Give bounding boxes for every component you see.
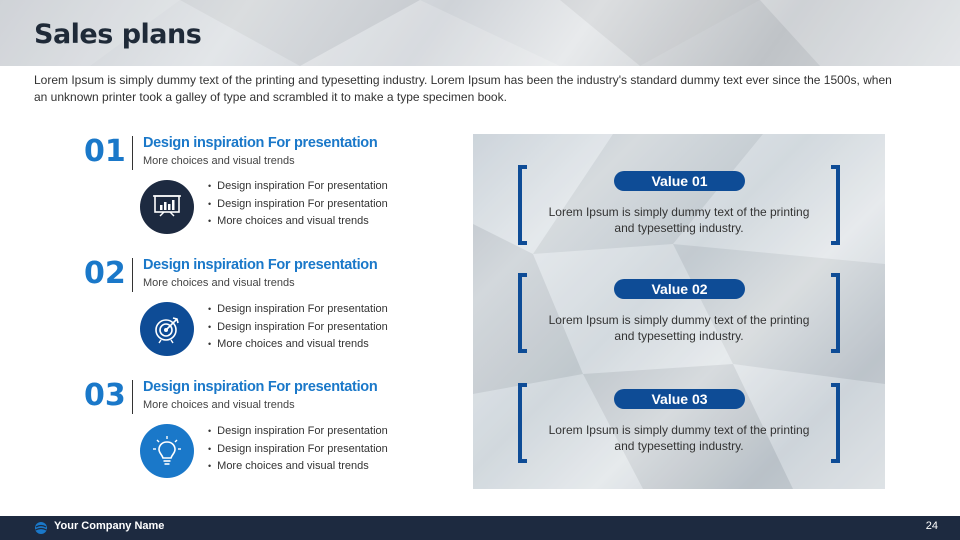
- lightbulb-icon: [140, 424, 194, 478]
- values-panel: [473, 134, 885, 489]
- value-label: Value 02: [614, 279, 745, 299]
- divider: [132, 380, 133, 414]
- value-label: Value 03: [614, 389, 745, 409]
- value-label: Value 01: [614, 171, 745, 191]
- list-item: • More choices and visual trends: [208, 336, 388, 354]
- list-item: • Design inspiration For presentation: [208, 178, 388, 196]
- plan-item-01: [84, 134, 424, 244]
- divider: [132, 136, 133, 170]
- plan-item-02: [84, 256, 424, 366]
- right-bracket: [831, 273, 840, 353]
- header-banner: [0, 0, 960, 66]
- divider: [132, 258, 133, 292]
- left-bracket: [518, 273, 527, 353]
- company-name: Your Company Name: [54, 520, 165, 532]
- left-bracket: [518, 383, 527, 463]
- right-bracket: [831, 165, 840, 245]
- value-description: Lorem Ipsum is simply dummy text of the printing and typesetting industry.: [548, 423, 810, 453]
- footer-bar: [0, 516, 960, 540]
- value-box-03: [518, 383, 840, 463]
- company-logo-icon: [34, 521, 48, 535]
- bullet-list: [208, 423, 388, 476]
- bullet-list: [208, 178, 388, 231]
- value-description: Lorem Ipsum is simply dummy text of the printing and typesetting industry.: [548, 205, 810, 235]
- item-heading: Design inspiration For presentation: [143, 257, 378, 273]
- item-heading: Design inspiration For presentation: [143, 379, 378, 395]
- list-item: • More choices and visual trends: [208, 458, 388, 476]
- intro-paragraph: Lorem Ipsum is simply dummy text of the printing and typesetting industry. Lorem Ipsum has been the industry's standard dummy text ever since the 1500s, when an unknown printer took a galley of type and scrambled it to make a type specimen book.: [34, 73, 892, 104]
- value-description: Lorem Ipsum is simply dummy text of the printing and typesetting industry.: [548, 313, 810, 343]
- list-item: • Design inspiration For presentation: [208, 423, 388, 441]
- item-subheading: More choices and visual trends: [143, 155, 295, 167]
- list-item: • Design inspiration For presentation: [208, 319, 388, 337]
- item-number: 01: [84, 134, 126, 169]
- target-icon: [140, 302, 194, 356]
- plan-item-03: [84, 378, 424, 488]
- value-box-02: [518, 273, 840, 353]
- right-bracket: [831, 383, 840, 463]
- presentation-board-icon: [140, 180, 194, 234]
- list-item: • Design inspiration For presentation: [208, 441, 388, 459]
- list-item: • Design inspiration For presentation: [208, 196, 388, 214]
- left-bracket: [518, 165, 527, 245]
- list-item: • Design inspiration For presentation: [208, 301, 388, 319]
- page-number: 24: [925, 520, 938, 532]
- item-subheading: More choices and visual trends: [143, 399, 295, 411]
- list-item: • More choices and visual trends: [208, 213, 388, 231]
- page-title: Sales plans: [34, 19, 202, 50]
- item-heading: Design inspiration For presentation: [143, 135, 378, 151]
- item-subheading: More choices and visual trends: [143, 277, 295, 289]
- value-box-01: [518, 165, 840, 245]
- bullet-list: [208, 301, 388, 354]
- item-number: 02: [84, 256, 126, 291]
- item-number: 03: [84, 378, 126, 413]
